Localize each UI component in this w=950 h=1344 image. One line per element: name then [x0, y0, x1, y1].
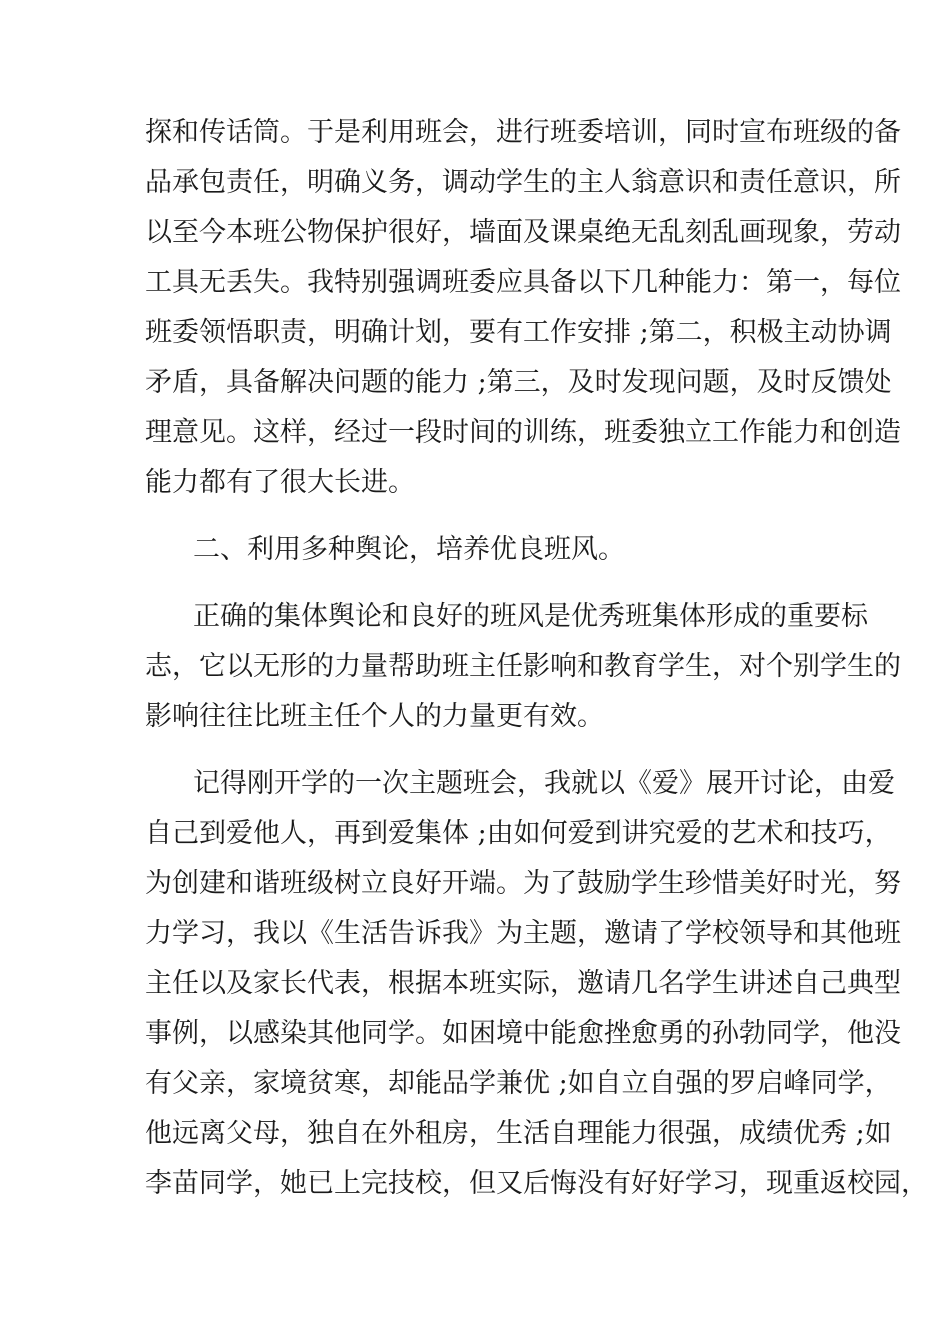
text-line: 探和传话筒。于是利用班会，进行班委培训，同时宣布班级的备 [145, 117, 901, 148]
text-line: 李苗同学，她已上完技校，但又后悔没有好好学习，现重返校园， [145, 1168, 928, 1199]
text-line: 班委领悟职责，明确计划，要有工作安排 ;第二，积极主动协调 [145, 317, 892, 348]
text-line: 正确的集体舆论和良好的班风是优秀班集体形成的重要标 [193, 601, 868, 632]
text-line: 为创建和谐班级树立良好开端。为了鼓励学生珍惜美好时光，努 [145, 868, 901, 899]
text-line: 记得刚开学的一次主题班会，我就以《爱》展开讨论，由爱 [193, 768, 895, 799]
text-line: 有父亲，家境贫寒，却能品学兼优 ;如自立自强的罗启峰同学， [145, 1068, 892, 1099]
text-line: 矛盾，具备解决问题的能力 ;第三，及时发现问题，及时反馈处 [145, 367, 892, 398]
text-line: 以至今本班公物保护很好，墙面及课桌绝无乱刻乱画现象，劳动 [145, 217, 901, 248]
text-line: 理意见。这样，经过一段时间的训练，班委独立工作能力和创造 [145, 417, 901, 448]
text-line: 他远离父母，独自在外租房，生活自理能力很强，成绩优秀 ;如 [145, 1118, 892, 1149]
text-line: 影响往往比班主任个人的力量更有效。 [145, 701, 604, 732]
section-heading: 二、利用多种舆论，培养优良班风。 [193, 534, 625, 565]
text-line: 主任以及家长代表，根据本班实际，邀请几名学生讲述自己典型 [145, 968, 901, 999]
text-line: 品承包责任，明确义务，调动学生的主人翁意识和责任意识，所 [145, 167, 901, 198]
text-line: 事例，以感染其他同学。如困境中能愈挫愈勇的孙勃同学，他没 [145, 1018, 901, 1049]
text-line: 力学习，我以《生活告诉我》为主题，邀请了学校领导和其他班 [145, 918, 901, 949]
text-line: 能力都有了很大长进。 [145, 467, 415, 498]
text-line: 自己到爱他人，再到爱集体 ;由如何爱到讲究爱的艺术和技巧， [145, 818, 892, 849]
text-line: 工具无丢失。我特别强调班委应具备以下几种能力：第一，每位 [145, 267, 901, 298]
text-line: 志，它以无形的力量帮助班主任影响和教育学生，对个别学生的 [145, 651, 901, 682]
